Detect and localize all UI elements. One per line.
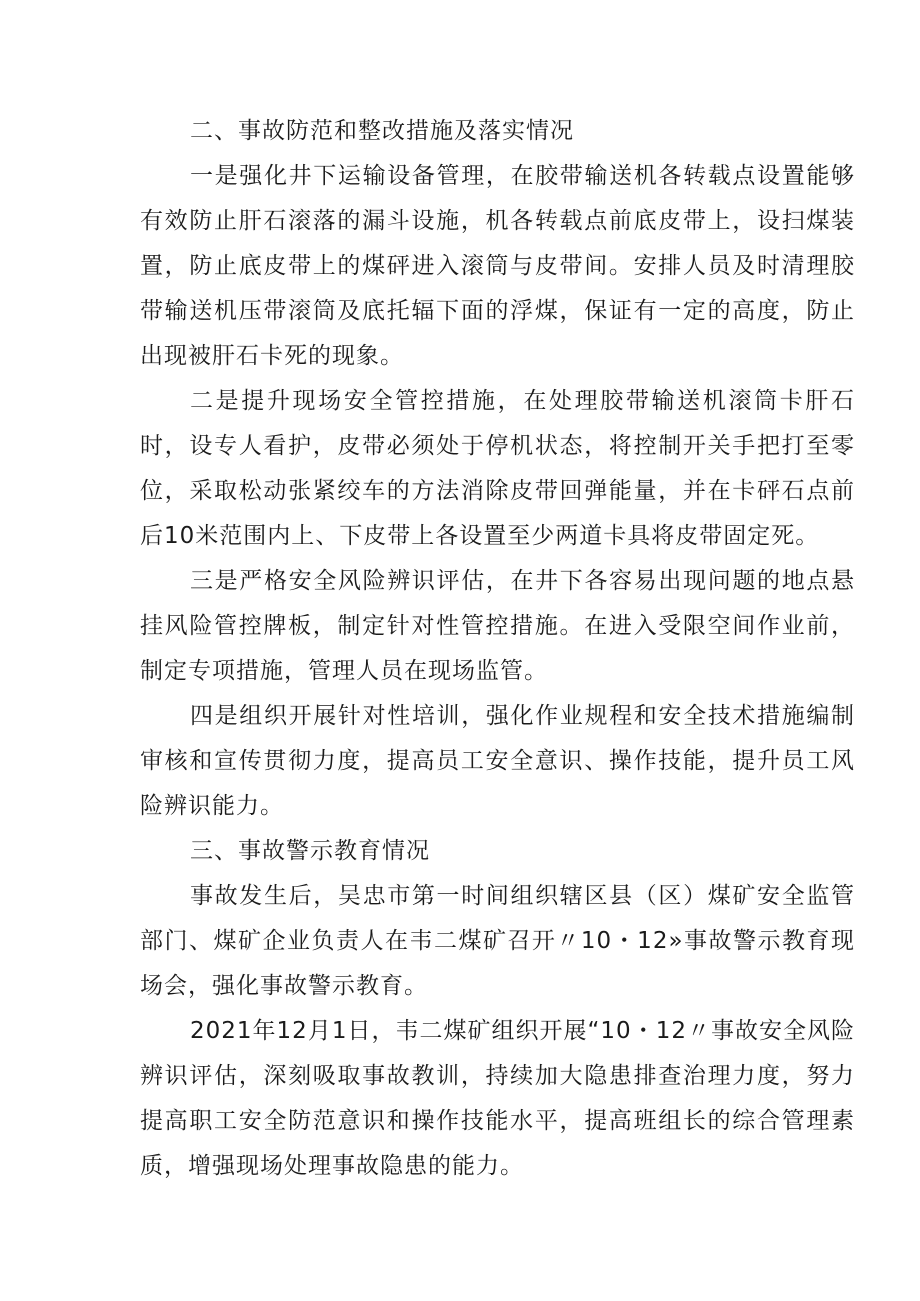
paragraph-measure-1: 一是强化井下运输设备管理，在胶带输送机各转载点设置能够有效防止肝石滚落的漏斗设施，机各转载点前底皮带上，设扫煤装置，防止底皮带上的煤砰进入滚筒与皮带间。安排人员及时清理胶带输送机压带滚筒及底托辐下面的浮煤，保证有一定的高度，防止出现被肝石卡死的现象。: [140, 163, 855, 369]
paragraph-education-assessment: 2021年12月1日，韦二煤矿组织开展“10・12〃事故安全风险辨识评估，深刻吸取事故教训，持续加大隐患排查治理力度，努力提高职工安全防范意识和操作技能水平，提高班组长的综合管理素质，增强现场处理事故隐患的能力。: [140, 1018, 855, 1179]
paragraph-measure-3: 三是严格安全风险辨识评估，在井下各容易出现问题的地点悬挂风险管控牌板，制定针对性管控措施。在进入受限空间作业前，制定专项措施，管理人员在现场监管。: [140, 568, 855, 684]
section-heading-prevention: 二、事故防范和整改措施及落实情况: [190, 118, 574, 144]
paragraph-measure-4: 四是组织开展针对性培训，强化作业规程和安全技术措施编制审核和宣传贯彻力度，提高员工安全意识、操作技能，提升员工风险辨识能力。: [140, 703, 855, 819]
section-heading-education: 三、事故警示教育情况: [190, 838, 430, 864]
paragraph-education-meeting: 事故发生后，吴忠市第一时间组织辖区县（区）煤矿安全监管部门、煤矿企业负责人在韦二煤矿召开〃10・12»事故警示教育现场会，强化事故警示教育。: [140, 883, 855, 999]
document-body: [140, 109, 855, 1189]
paragraph-measure-2: 二是提升现场安全管控措施，在处理胶带输送机滚筒卡肝石时，设专人看护，皮带必须处于停机状态，将控制开关手把打至零位，采取松动张紧绞车的方法消除皮带回弹能量，并在卡砰石点前后10米范围内上、下皮带上各设置至少两道卡具将皮带固定死。: [140, 388, 855, 549]
